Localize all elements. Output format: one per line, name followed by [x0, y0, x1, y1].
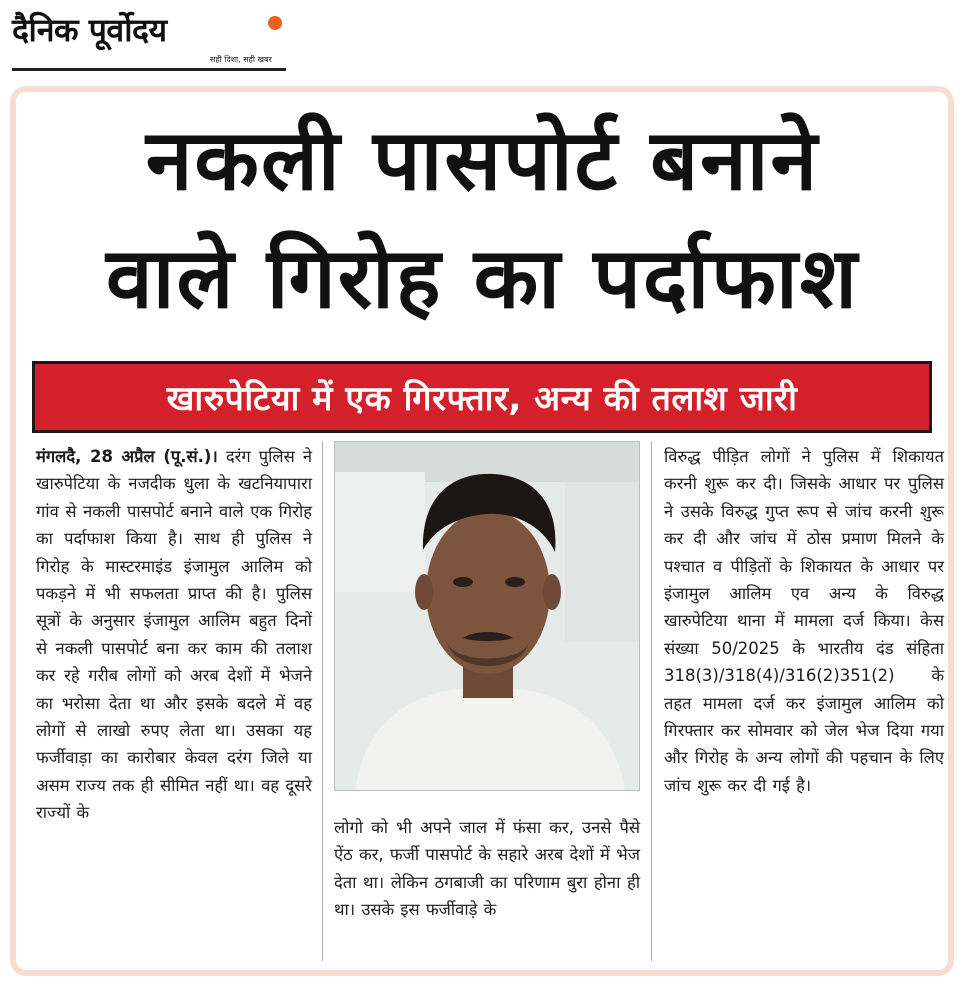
column-3-text: विरुद्ध पीड़ित लोगों ने पुलिस में शिकायत करनी शुरू कर दी। जिसके आधार पर पुलिस ने उसके विरुद्ध गुप्त रूप से जांच करनी शुरू कर दी और जांच में ठोस प्रमाण मिलने के पश्चात व पीड़ितों के शिकायत के आधार पर इंजामुल आलिम एव अन्य के विरुद्ध खारुपेटिया थाना में मामला दर्ज किया। केस संख्या 50/2025 के भारतीय दंड संहिता 318(3)/318(4)/316(2)351(2) के तहत मामला दर्ज कर इंजामुल आलिम को गिरफ्तार कर सोमवार को जेल भेज दिया गया और गिरोह के अन्य लोगों की पहचान के लिए जांच शुरू कर दी गई है।	[664, 447, 944, 795]
column-2	[334, 814, 640, 924]
column-divider	[651, 441, 652, 961]
brand-dot-icon	[268, 16, 282, 30]
newspaper-tagline: सही दिशा, सही खबर	[210, 55, 272, 64]
headline-line-1: नकली पासपोर्ट बनाने	[145, 111, 820, 209]
suspect-photo	[334, 441, 640, 791]
column-1-text: दरंग पुलिस ने खारुपेटिया के नजदीक धुला के खटनियापारा गांव से नकली पासपोर्ट बनाने वाले एक गिरोह का पर्दाफाश किया है। साथ ही पुलिस ने गिरोह के मास्टरमाइंड इंजामुल आलिम को पकड़ने में भी सफलता प्राप्त की है। पुलिस सूत्रों के अनुसार इंजामुल आलिम बहुत दिनों से नकली पासपोर्ट बना कर काम की तलाश कर रहे गरीब लोगों को अरब देशों में भेजने का भरोसा देता था और इसके बदले में वह लोगों से लाखो रुपए लेता था। उसका यह फर्जीवाड़ा का कारोबार केवल दरंग जिले या असम राज्य तक ही सीमित नहीं था। वह दूसरे राज्यों के	[36, 447, 312, 823]
column-1	[36, 443, 312, 827]
column-3	[664, 443, 944, 799]
masthead-rule	[12, 68, 286, 71]
subheadline: खारुपेटिया में एक गिरफ्तार, अन्य की तलाश जारी	[166, 379, 798, 419]
subheadline-band	[32, 361, 932, 433]
column-divider	[322, 441, 323, 961]
newspaper-name: दैनिक पूर्वोदय	[12, 11, 167, 49]
masthead	[12, 8, 286, 72]
dateline: मंगलदै, 28 अप्रैल (पू.सं.)।	[36, 447, 218, 466]
column-2-text: लोगो को भी अपने जाल में फंसा कर, उनसे पैसे ऐंठ कर, फर्जी पासपोर्ट के सहारे अरब देशों में भेज देता था। लेकिन ठगबाजी का परिणाम बुरा होना ही था। उसके इस फर्जीवाड़े के	[334, 818, 640, 920]
suspect-photo-illustration	[335, 442, 640, 791]
headline-line-2: वाले गिरोह का पर्दाफाश	[106, 229, 859, 327]
